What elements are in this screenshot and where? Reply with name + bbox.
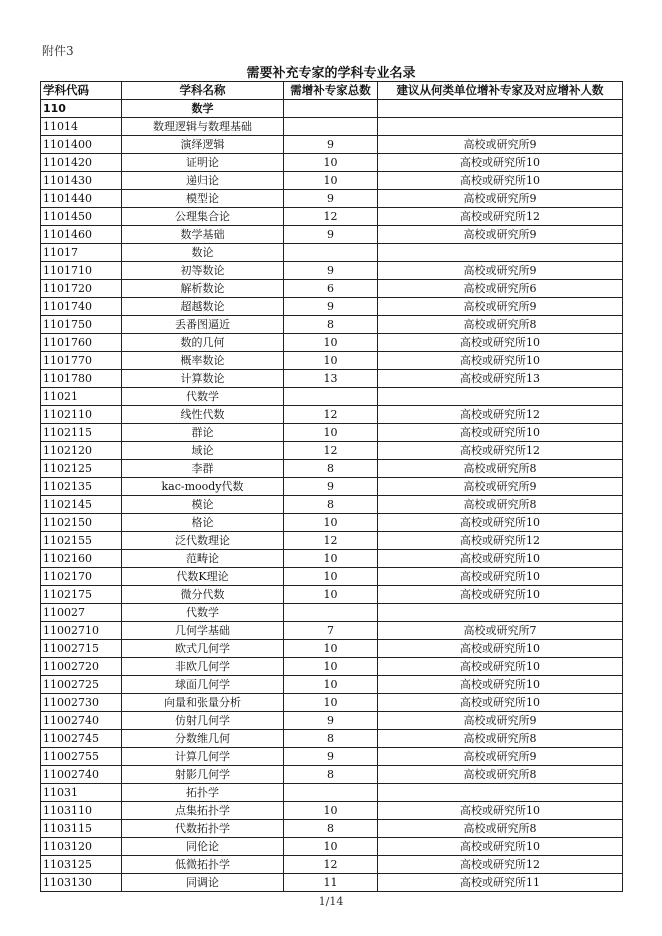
table-row: [41, 658, 623, 676]
header-name: 学科名称: [122, 82, 284, 100]
expert-count: 10: [284, 802, 378, 820]
suggestion: [378, 784, 623, 802]
table-row: [41, 802, 623, 820]
subject-code: 1103110: [41, 802, 122, 820]
expert-count: 8: [284, 316, 378, 334]
subject-name: 代数学: [122, 388, 284, 406]
subject-code: 1101780: [41, 370, 122, 388]
suggestion: 高校或研究所12: [378, 856, 623, 874]
table-row: [41, 226, 623, 244]
subject-name: 李群: [122, 460, 284, 478]
table-row: [41, 334, 623, 352]
subject-code: 1101770: [41, 352, 122, 370]
table-row: [41, 712, 623, 730]
suggestion: 高校或研究所9: [378, 226, 623, 244]
subject-code: 11002710: [41, 622, 122, 640]
expert-count: 9: [284, 190, 378, 208]
subject-name: 同伦论: [122, 838, 284, 856]
subject-name: 代数学: [122, 604, 284, 622]
suggestion: 高校或研究所9: [378, 298, 623, 316]
expert-count: 10: [284, 568, 378, 586]
expert-count: 9: [284, 478, 378, 496]
expert-count: 11: [284, 874, 378, 892]
table-row: [41, 460, 623, 478]
subject-code: 1101750: [41, 316, 122, 334]
expert-count: 10: [284, 838, 378, 856]
table-row: [41, 784, 623, 802]
subject-code: 11002730: [41, 694, 122, 712]
suggestion: 高校或研究所13: [378, 370, 623, 388]
subject-code: 11002725: [41, 676, 122, 694]
table-row: [41, 262, 623, 280]
suggestion: 高校或研究所6: [378, 280, 623, 298]
suggestion: 高校或研究所12: [378, 532, 623, 550]
subject-name: 证明论: [122, 154, 284, 172]
subject-name: 数论: [122, 244, 284, 262]
page-number: 1/14: [318, 895, 344, 908]
subject-code: 1102135: [41, 478, 122, 496]
table-row: [41, 748, 623, 766]
header-suggestion: 建议从何类单位增补专家及对应增补人数: [378, 82, 623, 100]
expert-count: 9: [284, 226, 378, 244]
suggestion: 高校或研究所7: [378, 622, 623, 640]
table-row: [41, 838, 623, 856]
expert-count: 9: [284, 136, 378, 154]
subject-name: 非欧几何学: [122, 658, 284, 676]
subject-name: 初等数论: [122, 262, 284, 280]
table-row: [41, 550, 623, 568]
table-row: [41, 820, 623, 838]
suggestion: 高校或研究所9: [378, 262, 623, 280]
expert-count: 12: [284, 208, 378, 226]
subject-name: 数学基础: [122, 226, 284, 244]
table-row: [41, 370, 623, 388]
suggestion: [378, 388, 623, 406]
table-row: [41, 478, 623, 496]
subject-code: 1101460: [41, 226, 122, 244]
expert-count: 12: [284, 856, 378, 874]
subject-name: 仿射几何学: [122, 712, 284, 730]
suggestion: 高校或研究所8: [378, 766, 623, 784]
suggestion: 高校或研究所10: [378, 352, 623, 370]
suggestion: 高校或研究所10: [378, 586, 623, 604]
document-title: 需要补充专家的学科专业名录: [246, 66, 416, 81]
expert-count: 12: [284, 406, 378, 424]
expert-count: 10: [284, 172, 378, 190]
suggestion: 高校或研究所10: [378, 334, 623, 352]
expert-count: [284, 604, 378, 622]
suggestion: 高校或研究所10: [378, 676, 623, 694]
table-row: [41, 316, 623, 334]
suggestion: 高校或研究所8: [378, 316, 623, 334]
subject-name: 射影几何学: [122, 766, 284, 784]
subject-code: 11031: [41, 784, 122, 802]
subject-code: 1102115: [41, 424, 122, 442]
subject-name: 递归论: [122, 172, 284, 190]
table-row: [41, 136, 623, 154]
expert-count: 10: [284, 694, 378, 712]
suggestion: 高校或研究所9: [378, 190, 623, 208]
suggestion: 高校或研究所10: [378, 424, 623, 442]
subject-code: 1102175: [41, 586, 122, 604]
subject-code: 1102145: [41, 496, 122, 514]
table-row: [41, 676, 623, 694]
expert-count: 10: [284, 676, 378, 694]
expert-count: 10: [284, 352, 378, 370]
subject-code: 1101400: [41, 136, 122, 154]
suggestion: [378, 244, 623, 262]
suggestion: 高校或研究所10: [378, 550, 623, 568]
subject-name: 数理逻辑与数理基础: [122, 118, 284, 136]
table-row: [41, 856, 623, 874]
subject-name: 解析数论: [122, 280, 284, 298]
suggestion: 高校或研究所12: [378, 406, 623, 424]
subject-name: 演绎逻辑: [122, 136, 284, 154]
subject-code: 1103115: [41, 820, 122, 838]
expert-count: 12: [284, 532, 378, 550]
table-row: [41, 730, 623, 748]
suggestion: 高校或研究所10: [378, 568, 623, 586]
expert-count: 10: [284, 334, 378, 352]
table-row: [41, 694, 623, 712]
subject-name: kac-moody代数: [122, 478, 284, 496]
subject-code: 1101430: [41, 172, 122, 190]
table-row: [41, 406, 623, 424]
subject-code: 1102120: [41, 442, 122, 460]
expert-count: 6: [284, 280, 378, 298]
subject-code: 1102160: [41, 550, 122, 568]
subject-code: 11021: [41, 388, 122, 406]
suggestion: 高校或研究所10: [378, 640, 623, 658]
subject-name: 域论: [122, 442, 284, 460]
subject-name: 点集拓扑学: [122, 802, 284, 820]
subject-name: 同调论: [122, 874, 284, 892]
expert-count: [284, 784, 378, 802]
suggestion: 高校或研究所10: [378, 154, 623, 172]
subject-table: [40, 81, 623, 892]
subject-name: 模型论: [122, 190, 284, 208]
suggestion: 高校或研究所10: [378, 838, 623, 856]
suggestion: [378, 118, 623, 136]
table-row: [41, 532, 623, 550]
expert-count: 10: [284, 658, 378, 676]
subject-code: 1102110: [41, 406, 122, 424]
expert-count: 10: [284, 424, 378, 442]
table-row: [41, 766, 623, 784]
table-row: [41, 604, 623, 622]
suggestion: 高校或研究所10: [378, 514, 623, 532]
subject-name: 数学: [122, 100, 284, 118]
expert-count: 8: [284, 730, 378, 748]
attachment-label: 附件3: [42, 44, 74, 58]
suggestion: [378, 604, 623, 622]
subject-name: 欧式几何学: [122, 640, 284, 658]
table-row: [41, 298, 623, 316]
subject-name: 低微拓扑学: [122, 856, 284, 874]
expert-count: 8: [284, 496, 378, 514]
subject-code: 11002740: [41, 766, 122, 784]
subject-code: 1102125: [41, 460, 122, 478]
table-row: [41, 388, 623, 406]
expert-count: [284, 244, 378, 262]
table-row: [41, 514, 623, 532]
subject-code: 1103125: [41, 856, 122, 874]
subject-code: 1102170: [41, 568, 122, 586]
subject-name: 数的几何: [122, 334, 284, 352]
expert-count: 13: [284, 370, 378, 388]
suggestion: 高校或研究所8: [378, 496, 623, 514]
expert-count: [284, 388, 378, 406]
table-row: [41, 208, 623, 226]
expert-count: 9: [284, 712, 378, 730]
suggestion: [378, 100, 623, 118]
subject-name: 公理集合论: [122, 208, 284, 226]
subject-code: 11017: [41, 244, 122, 262]
subject-name: 丢番图逼近: [122, 316, 284, 334]
table-row: [41, 874, 623, 892]
subject-name: 群论: [122, 424, 284, 442]
suggestion: 高校或研究所9: [378, 136, 623, 154]
expert-count: [284, 118, 378, 136]
table-row: [41, 280, 623, 298]
table-row: [41, 172, 623, 190]
subject-code: 11002720: [41, 658, 122, 676]
expert-count: 8: [284, 766, 378, 784]
table-row: [41, 496, 623, 514]
subject-name: 泛代数理论: [122, 532, 284, 550]
expert-count: 10: [284, 514, 378, 532]
suggestion: 高校或研究所12: [378, 442, 623, 460]
suggestion: 高校或研究所9: [378, 712, 623, 730]
suggestion: 高校或研究所8: [378, 730, 623, 748]
subject-name: 概率数论: [122, 352, 284, 370]
subject-name: 微分代数: [122, 586, 284, 604]
subject-code: 1101720: [41, 280, 122, 298]
subject-name: 分数维几何: [122, 730, 284, 748]
expert-count: 9: [284, 748, 378, 766]
subject-name: 超越数论: [122, 298, 284, 316]
expert-count: 7: [284, 622, 378, 640]
subject-code: 110027: [41, 604, 122, 622]
subject-name: 拓扑学: [122, 784, 284, 802]
subject-code: 11014: [41, 118, 122, 136]
subject-name: 代数K理论: [122, 568, 284, 586]
subject-code: 1103120: [41, 838, 122, 856]
expert-count: [284, 100, 378, 118]
suggestion: 高校或研究所8: [378, 820, 623, 838]
subject-name: 格论: [122, 514, 284, 532]
subject-code: 1103130: [41, 874, 122, 892]
table-row: [41, 244, 623, 262]
table-row: [41, 352, 623, 370]
subject-code: 1102150: [41, 514, 122, 532]
suggestion: 高校或研究所10: [378, 802, 623, 820]
table-row: [41, 424, 623, 442]
expert-count: 12: [284, 442, 378, 460]
subject-code: 11002715: [41, 640, 122, 658]
subject-name: 向量和张量分析: [122, 694, 284, 712]
suggestion: 高校或研究所8: [378, 460, 623, 478]
expert-count: 9: [284, 298, 378, 316]
subject-code: 1101740: [41, 298, 122, 316]
expert-count: 10: [284, 154, 378, 172]
suggestion: 高校或研究所10: [378, 658, 623, 676]
table-row: [41, 640, 623, 658]
suggestion: 高校或研究所10: [378, 694, 623, 712]
subject-name: 模论: [122, 496, 284, 514]
suggestion: 高校或研究所10: [378, 172, 623, 190]
subject-name: 计算几何学: [122, 748, 284, 766]
subject-code: 11002755: [41, 748, 122, 766]
subject-code: 11002740: [41, 712, 122, 730]
subject-name: 范畴论: [122, 550, 284, 568]
table-row: [41, 190, 623, 208]
header-code: 学科代码: [41, 82, 122, 100]
subject-name: 计算数论: [122, 370, 284, 388]
table-row: [41, 154, 623, 172]
subject-name: 代数拓扑学: [122, 820, 284, 838]
suggestion: 高校或研究所11: [378, 874, 623, 892]
expert-count: 8: [284, 460, 378, 478]
subject-code: 11002745: [41, 730, 122, 748]
expert-count: 10: [284, 586, 378, 604]
table-row: [41, 100, 623, 118]
table-row: [41, 622, 623, 640]
subject-code: 1101450: [41, 208, 122, 226]
table-row: [41, 568, 623, 586]
expert-count: 8: [284, 820, 378, 838]
expert-count: 10: [284, 550, 378, 568]
subject-name: 几何学基础: [122, 622, 284, 640]
subject-code: 110: [41, 100, 122, 118]
table-row: [41, 586, 623, 604]
subject-name: 线性代数: [122, 406, 284, 424]
expert-count: 10: [284, 640, 378, 658]
expert-count: 9: [284, 262, 378, 280]
suggestion: 高校或研究所9: [378, 478, 623, 496]
subject-code: 1102155: [41, 532, 122, 550]
suggestion: 高校或研究所9: [378, 748, 623, 766]
table-header-row: [41, 82, 623, 100]
table-row: [41, 442, 623, 460]
subject-name: 球面几何学: [122, 676, 284, 694]
suggestion: 高校或研究所12: [378, 208, 623, 226]
subject-code: 1101710: [41, 262, 122, 280]
subject-code: 1101440: [41, 190, 122, 208]
subject-code: 1101420: [41, 154, 122, 172]
table-row: [41, 118, 623, 136]
subject-code: 1101760: [41, 334, 122, 352]
header-count: 需增补专家总数: [284, 82, 378, 100]
